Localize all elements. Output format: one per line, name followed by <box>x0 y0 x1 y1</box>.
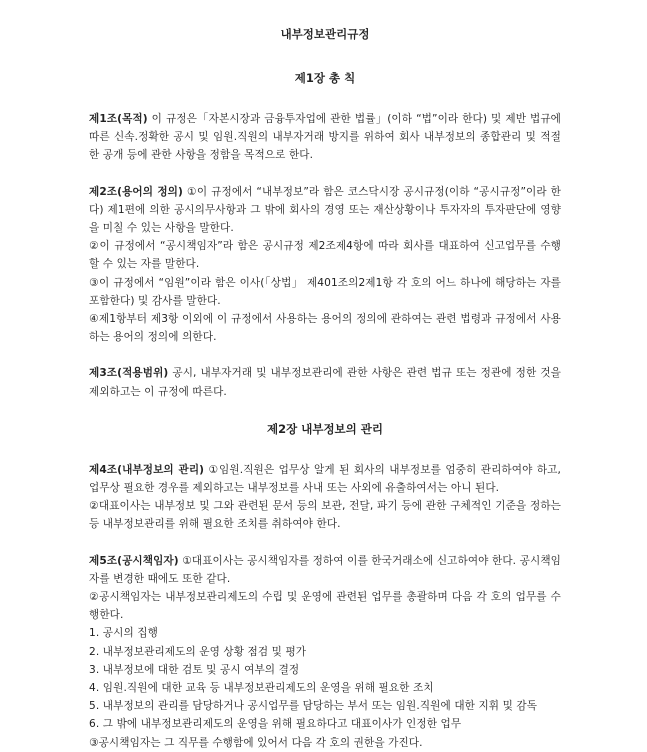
article-4-paragraph-2: ②대표이사는 내부정보 및 그와 관련된 문서 등의 보관, 전달, 파기 등에 관한 구체적인 기준을 정하는 등 내부정보관리를 위해 필요한 조치를 취하여야 한다. <box>89 500 561 531</box>
article-4 <box>89 461 561 497</box>
document-title: 내부정보관리규정 <box>280 27 370 41</box>
article-3-text: 공시, 내부자거래 및 내부정보관리에 관한 사항은 관련 법규 또는 정관에 정한 것을 제외하고는 이 규정에 따른다. <box>89 367 561 398</box>
article-3 <box>89 364 561 400</box>
article-5-paragraph-2: ②공시책임자는 내부정보관리제도의 수립 및 운영에 관련된 업무를 총괄하며 다음 각 호의 업무를 수행한다. <box>89 591 561 622</box>
article-2-text: ①이 규정에서 “내부정보”라 함은 코스닥시장 공시규정(이하 “공시규정”이라 한다) 제1편에 의한 공시의무사항과 그 밖에 회사의 경영 또는 재산상황이나 투자자의 투자판단에 영향을 미칠 수 있는 사항을 말한다. <box>89 185 561 235</box>
article-5-text: ①대표이사는 공시책임자를 정하여 이를 한국거래소에 신고하여야 한다. 공시책임자를 변경한 때에도 또한 같다. <box>89 554 561 585</box>
article-1 <box>89 110 561 165</box>
list-item: 6. 그 밖에 내부정보관리제도의 운영을 위해 필요하다고 대표이사가 인정한 업무 <box>89 718 462 731</box>
list-item: 4. 임원.직원에 대한 교육 등 내부정보관리제도의 운영을 위해 필요한 조치 <box>89 682 434 695</box>
chapter-2-heading: 제2장 내부정보의 관리 <box>267 421 383 436</box>
article-2-heading: 제2조(용어의 정의) <box>89 185 183 198</box>
article-3-heading: 제3조(적용범위) <box>89 367 169 380</box>
article-2-paragraph-3: ③이 규정에서 “임원”이라 함은 이사(「상법」 제401조의2제1항 각 호의 어느 하나에 해당하는 자를 포함한다) 및 감사를 말한다. <box>89 276 561 307</box>
article-5 <box>89 552 561 588</box>
article-4-heading: 제4조(내부정보의 관리) <box>89 463 205 476</box>
list-item: 2. 내부정보관리제도의 운영 상황 점검 및 평가 <box>89 645 307 658</box>
article-5-heading: 제5조(공시책임자) <box>89 554 179 567</box>
article-1-text: 이 규정은「자본시장과 금융투자업에 관한 법률」(이하 “법”이라 한다) 및 제반 법규에 따른 신속.정확한 공시 및 임원.직원의 내부자거래 방지를 위하여 회사 내부정보의 종합관리 및 적절한 공개 등에 관한 사항을 정함을 목적으로 한다. <box>89 113 561 162</box>
article-2-paragraph-2: ②이 규정에서 “공시책임자”라 함은 공시규정 제2조제4항에 따라 회사를 대표하여 신고업무를 수행할 수 있는 자를 말한다. <box>89 240 561 271</box>
list-item: 3. 내부정보에 대한 검토 및 공시 여부의 결정 <box>89 663 300 676</box>
article-5-paragraph-3: ③공시책임자는 그 직무를 수행함에 있어서 다음 각 호의 권한을 가진다. <box>89 736 423 749</box>
article-1-heading: 제1조(목적) <box>89 113 148 125</box>
list-item: 1. 공시의 집행 <box>89 627 158 640</box>
article-2-paragraph-4: ④제1항부터 제3항 이외에 이 규정에서 사용하는 용어의 정의에 관하여는 관련 법령과 규정에서 사용하는 용어의 정의에 의한다. <box>89 313 561 344</box>
chapter-1-heading: 제1장 총 칙 <box>294 71 356 85</box>
article-2 <box>89 183 561 238</box>
list-item: 5. 내부정보의 관리를 담당하거나 공시업무를 담당하는 부서 또는 임원.직원에 대한 지휘 및 감독 <box>89 700 538 713</box>
article-4-text: ①임원.직원은 업무상 알게 된 회사의 내부정보를 엄중히 관리하여야 하고, 업무상 필요한 경우를 제외하고는 내부정보를 사내 또는 사외에 유출하여서는 아니 된다. <box>89 463 561 495</box>
